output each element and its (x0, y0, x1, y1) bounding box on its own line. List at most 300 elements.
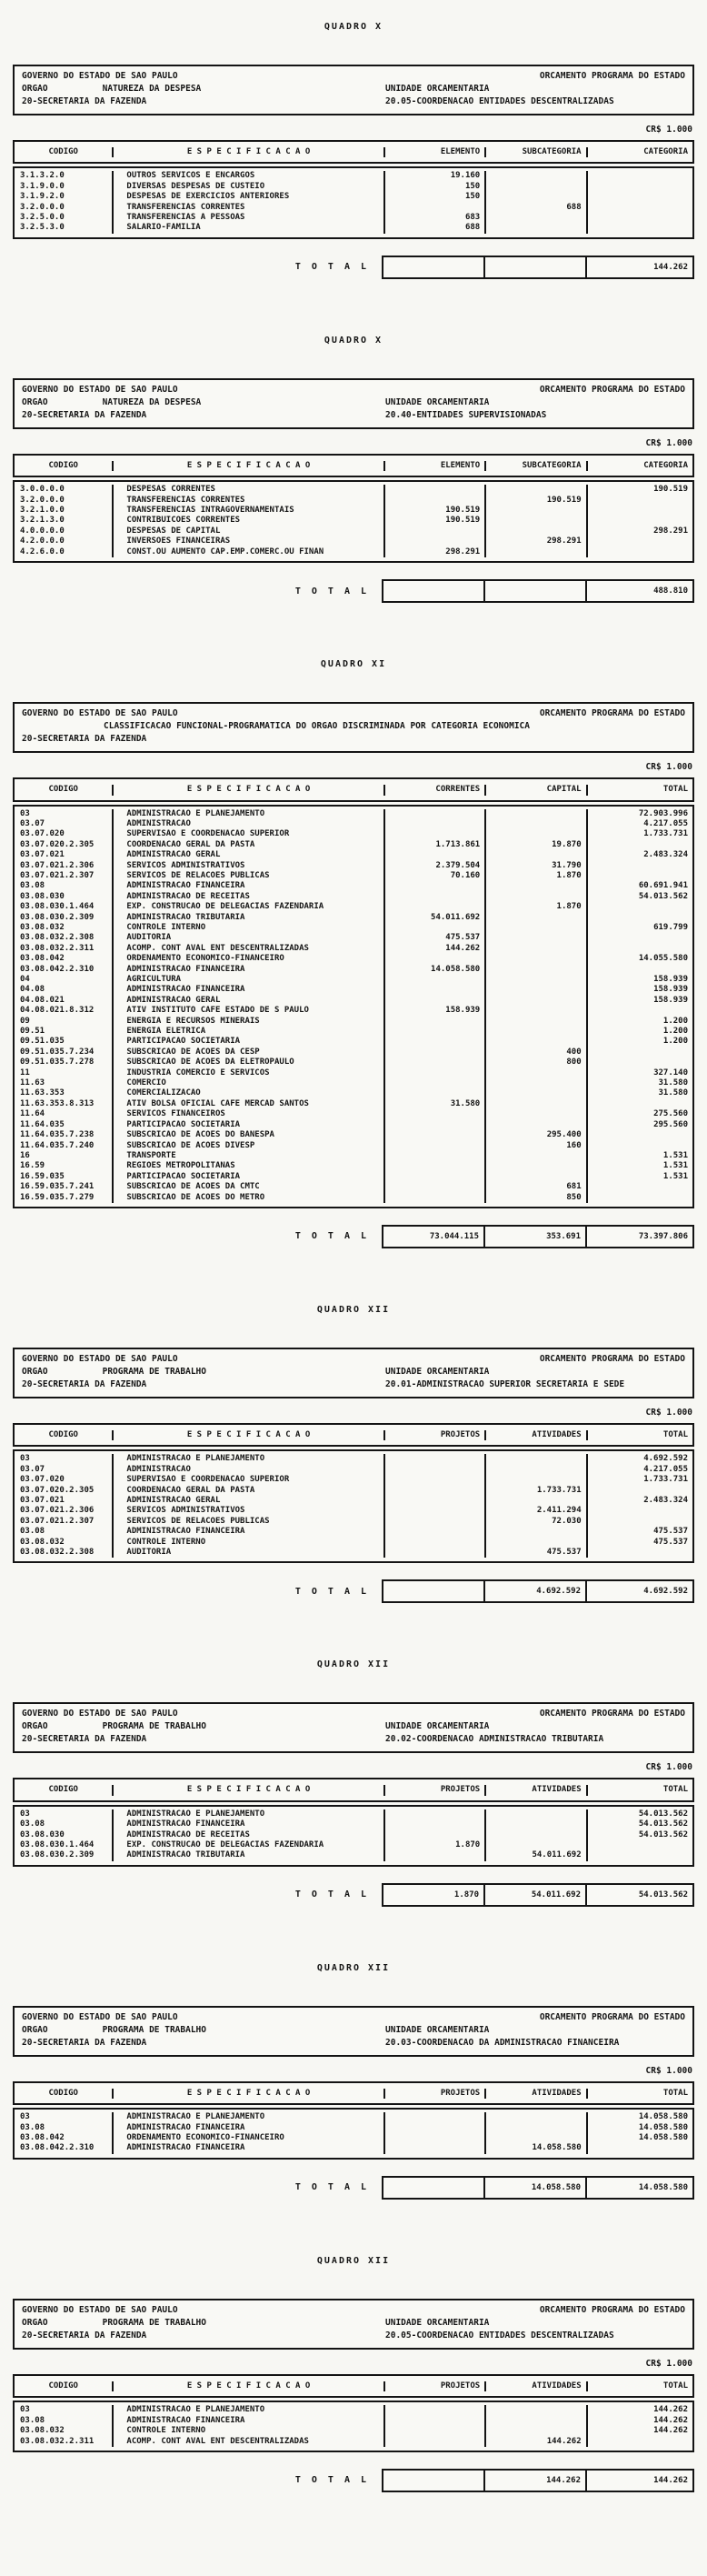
column-header-codigo: CODIGO (15, 785, 114, 795)
table-row (15, 2112, 692, 2122)
codigo-cell: 09.51.035.7.278 (15, 1057, 114, 1067)
value-cell-2: 72.030 (486, 1517, 587, 1527)
codigo-cell: 11.64 (15, 1109, 114, 1119)
codigo-cell: 3.2.5.0.0 (15, 213, 114, 223)
header-line-1 (22, 1708, 685, 1720)
value-cell-2 (486, 892, 587, 902)
value-cell-2: 54.011.692 (486, 1850, 587, 1860)
especificacao-cell: ADMINISTRACAO FINANCEIRA (114, 2143, 384, 2153)
table-row (15, 2123, 692, 2133)
especificacao-cell: ADMINISTRACAO E PLANEJAMENTO (114, 1454, 384, 1464)
especificacao-cell: DESPESAS DE EXERCICIOS ANTERIORES (114, 192, 384, 202)
value-cell-3: 14.058.580 (638, 2112, 688, 2122)
value-cell-3: 298.291 (653, 526, 688, 536)
quadro-title: QUADRO X (324, 22, 383, 32)
value-cell-3 (588, 1141, 692, 1151)
budget-section (13, 2256, 694, 2492)
table-row (15, 1527, 692, 1537)
header-mid-label: PROGRAMA DE TRABALHO (102, 1721, 206, 1732)
unidade-label: UNIDADE ORCAMENTARIA (385, 1721, 490, 1732)
codigo-cell: 16.59.035.7.241 (15, 1182, 114, 1192)
value-cell-1 (385, 1454, 486, 1464)
table-row (15, 2426, 692, 2436)
especificacao-cell: ADMINISTRACAO GERAL (114, 996, 384, 1006)
total-box (382, 256, 694, 279)
table-row (15, 516, 692, 526)
codigo-cell: 03.08 (15, 2123, 114, 2133)
budget-section (13, 1305, 694, 1603)
value-cell-3: 2.483.324 (643, 850, 688, 860)
header-line-3 (22, 2330, 685, 2342)
value-cell-2 (486, 171, 587, 181)
doc-header-box (13, 2299, 694, 2350)
value-cell-3: 60.691.941 (638, 881, 688, 891)
total-cell-n1 (383, 2178, 485, 2198)
orgao-label: ORGAO (22, 396, 48, 407)
value-cell-2: 688 (486, 203, 587, 213)
value-cell-2 (486, 2426, 587, 2436)
value-cell-1: 688 (385, 223, 486, 233)
especificacao-cell: ADMINISTRACAO DE RECEITAS (114, 1830, 384, 1840)
value-cell-3: 4.692.592 (643, 1454, 688, 1464)
value-cell-2 (486, 923, 587, 933)
especificacao-cell: ADMINISTRACAO FINANCEIRA (114, 985, 384, 995)
especificacao-cell: COMERCIALIZACAO (114, 1088, 384, 1098)
value-cell-2 (486, 933, 587, 943)
table-row (15, 861, 692, 871)
value-cell-2 (486, 213, 587, 223)
value-cell-3 (588, 213, 692, 223)
value-cell-3: 475.537 (653, 1527, 688, 1537)
value-cell-2: 681 (486, 1182, 587, 1192)
value-cell-1 (385, 2437, 486, 2447)
value-cell-1 (385, 1017, 486, 1027)
codigo-cell: 03.08.030.1.464 (15, 902, 114, 912)
value-cell-2 (486, 809, 587, 819)
table-row (15, 902, 692, 912)
total-box (382, 2469, 694, 2492)
classification-subtitle: CLASSIFICACAO FUNCIONAL-PROGRAMATICA DO ORGAO DISCRIMINADA POR CATEGORIA ECONOMICA (104, 721, 530, 732)
value-cell-3: 475.537 (653, 1537, 688, 1547)
column-header-n2: ATIVIDADES (486, 2089, 587, 2099)
currency-note: CR$ 1.000 (645, 2358, 692, 2369)
value-cell-3: 158.939 (653, 985, 688, 995)
value-cell-1 (385, 1517, 486, 1527)
value-cell-2: 2.411.294 (486, 1506, 587, 1516)
value-cell-1 (385, 1506, 486, 1516)
codigo-cell: 03.08.030.2.309 (15, 1850, 114, 1860)
table-row (15, 1538, 692, 1548)
value-cell-3 (588, 506, 692, 516)
value-cell-3 (588, 516, 692, 526)
value-cell-2 (486, 1099, 587, 1109)
value-cell-1 (385, 496, 486, 506)
column-header-n1: PROJETOS (385, 2381, 486, 2391)
codigo-cell: 3.1.9.2.0 (15, 192, 114, 202)
value-cell-1: 298.291 (385, 547, 486, 557)
quadro-title: QUADRO X (324, 335, 383, 346)
value-cell-3 (588, 965, 692, 975)
value-cell-2 (486, 526, 587, 536)
codigo-cell: 03.08.032 (15, 2426, 114, 2436)
header-line-1 (22, 384, 685, 396)
value-cell-2 (486, 1465, 587, 1475)
column-header-especificacao: E S P E C I F I C A C A O (114, 785, 384, 795)
value-cell-3: 327.140 (653, 1067, 688, 1078)
codigo-cell: 03.07.020.2.305 (15, 840, 114, 850)
value-cell-1 (385, 1151, 486, 1161)
codigo-cell: 03.08.032.2.311 (15, 944, 114, 954)
value-cell-2 (486, 1454, 587, 1464)
value-cell-1: 158.939 (385, 1006, 486, 1016)
total-label: T O T A L (294, 1889, 370, 1900)
codigo-cell: 03.08.042 (15, 954, 114, 964)
codigo-cell: 16 (15, 1151, 114, 1161)
header-mid-label: PROGRAMA DE TRABALHO (102, 1366, 206, 1377)
value-cell-2: 298.291 (486, 536, 587, 546)
budget-table (13, 2081, 694, 2160)
value-cell-3 (588, 840, 692, 850)
especificacao-cell: SUBSCRICAO DE ACOES DO BANESPA (114, 1130, 384, 1140)
value-cell-1 (385, 1172, 486, 1182)
value-cell-1 (385, 996, 486, 1006)
total-label: T O T A L (294, 1231, 370, 1242)
header-line-2 (22, 396, 685, 409)
total-cell-n1 (383, 257, 485, 277)
header-line-2 (22, 2317, 685, 2330)
value-cell-2 (486, 944, 587, 954)
value-cell-3: 275.560 (653, 1109, 688, 1119)
program-title: ORCAMENTO PROGRAMA DO ESTADO (539, 1709, 685, 1719)
especificacao-cell: SERVICOS DE RELACOES PUBLICAS (114, 1517, 384, 1527)
especificacao-cell: DIVERSAS DESPESAS DE CUSTEIO (114, 182, 384, 192)
value-cell-1: 19.160 (385, 171, 486, 181)
column-header-n1: ELEMENTO (385, 461, 486, 471)
codigo-cell: 11.63 (15, 1078, 114, 1088)
value-cell-3 (588, 2143, 692, 2153)
codigo-cell: 03.08.032 (15, 923, 114, 933)
codigo-cell: 04 (15, 975, 114, 985)
value-cell-2 (486, 1109, 587, 1119)
value-cell-1 (385, 2405, 486, 2415)
header-line-2 (22, 1366, 685, 1378)
value-cell-2 (486, 881, 587, 891)
value-cell-2 (486, 819, 587, 829)
header-line-1 (22, 2011, 685, 2024)
value-cell-2 (486, 2416, 587, 2426)
header-line-1 (22, 70, 685, 83)
table-row (15, 1037, 692, 1047)
unidade-value (385, 733, 685, 746)
especificacao-cell: AUDITORIA (114, 1548, 384, 1558)
value-cell-3 (588, 871, 692, 881)
especificacao-cell: SERVICOS ADMINISTRATIVOS (114, 1506, 384, 1516)
value-cell-3 (588, 1006, 692, 1016)
especificacao-cell: TRANSPORTE (114, 1151, 384, 1161)
budget-table (13, 1778, 694, 1866)
especificacao-cell: ENERGIA ELETRICA (114, 1027, 384, 1037)
value-cell-3: 2.483.324 (643, 1495, 688, 1505)
value-cell-3 (588, 861, 692, 871)
doc-header-box (13, 702, 694, 753)
unidade-value: 20.05-COORDENACAO ENTIDADES DESCENTRALIZADAS (385, 96, 614, 106)
value-cell-1 (385, 850, 486, 860)
especificacao-cell: COORDENACAO GERAL DA PASTA (114, 840, 384, 850)
table-body (13, 805, 694, 1208)
orgao-label: ORGAO (22, 84, 48, 94)
doc-header-box (13, 378, 694, 429)
especificacao-cell: REGIOES METROPOLITANAS (114, 1161, 384, 1171)
value-cell-2 (486, 1120, 587, 1130)
value-cell-1 (385, 819, 486, 829)
codigo-cell: 03.08.032.2.311 (15, 2437, 114, 2447)
quadro-title: QUADRO XII (316, 1304, 391, 1315)
total-row (13, 256, 694, 279)
unidade-value: 20.02-COORDENACAO ADMINISTRACAO TRIBUTARIA (385, 1734, 604, 1745)
value-cell-1: 150 (385, 192, 486, 202)
value-cell-2 (486, 1475, 587, 1485)
table-row (15, 1486, 692, 1496)
currency-note: CR$ 1.000 (645, 125, 692, 135)
total-cell-n2: 144.262 (485, 2471, 587, 2491)
header-mid-label: PROGRAMA DE TRABALHO (102, 2024, 206, 2035)
codigo-cell: 03.08 (15, 1819, 114, 1829)
total-row (13, 1225, 694, 1248)
value-cell-3 (588, 1182, 692, 1192)
government-name: GOVERNO DO ESTADO DE SAO PAULO (22, 384, 178, 395)
government-name: GOVERNO DO ESTADO DE SAO PAULO (22, 71, 178, 81)
especificacao-cell: COMERCIO (114, 1078, 384, 1088)
value-cell-1 (385, 1486, 486, 1496)
unidade-value: 20.01-ADMINISTRACAO SUPERIOR SECRETARIA E SEDE (385, 1378, 625, 1389)
value-cell-3 (588, 171, 692, 181)
value-cell-3 (588, 902, 692, 912)
value-cell-1: 190.519 (385, 506, 486, 516)
currency-note: CR$ 1.000 (645, 1407, 692, 1418)
value-cell-3: 1.200 (662, 1037, 688, 1047)
table-row (15, 485, 692, 495)
codigo-cell: 03 (15, 1809, 114, 1819)
value-cell-3: 1.531 (662, 1171, 688, 1181)
header-line-3 (22, 409, 685, 422)
header-mid-label: NATUREZA DA DESPESA (102, 84, 202, 94)
value-cell-1 (385, 1548, 486, 1558)
total-box (382, 1883, 694, 1907)
especificacao-cell: ADMINISTRACAO E PLANEJAMENTO (114, 2405, 384, 2415)
value-cell-3: 54.013.562 (638, 1809, 688, 1819)
value-cell-2 (486, 192, 587, 202)
codigo-cell: 3.1.9.0.0 (15, 182, 114, 192)
value-cell-2 (486, 1496, 587, 1506)
value-cell-2 (486, 975, 587, 985)
codigo-cell: 03.08 (15, 1527, 114, 1537)
especificacao-cell: ADMINISTRACAO TRIBUTARIA (114, 913, 384, 923)
table-row (15, 1099, 692, 1109)
especificacao-cell: PARTICIPACAO SOCIETARIA (114, 1172, 384, 1182)
value-cell-3: 1.733.731 (643, 829, 688, 839)
codigo-cell: 03.07.021 (15, 1496, 114, 1506)
especificacao-cell: TRANSFERENCIAS INTRAGOVERNAMENTAIS (114, 506, 384, 516)
value-cell-1: 190.519 (385, 516, 486, 526)
header-line-1 (22, 2304, 685, 2317)
total-box (382, 1225, 694, 1248)
program-title: ORCAMENTO PROGRAMA DO ESTADO (539, 708, 685, 719)
table-row (15, 1057, 692, 1067)
table-row (15, 1475, 692, 1485)
value-cell-3 (588, 547, 692, 557)
value-cell-1 (385, 1088, 486, 1098)
table-row (15, 1819, 692, 1829)
value-cell-2 (486, 1078, 587, 1088)
especificacao-cell: TRANSFERENCIAS A PESSOAS (114, 213, 384, 223)
column-header-n3: TOTAL (662, 2381, 688, 2391)
value-cell-1 (385, 1182, 486, 1192)
value-cell-2 (486, 985, 587, 995)
orgao-value: 20-SECRETARIA DA FAZENDA (22, 1378, 147, 1389)
government-name: GOVERNO DO ESTADO DE SAO PAULO (22, 708, 178, 719)
table-row (15, 1193, 692, 1203)
column-header-n1: CORRENTES (385, 785, 486, 795)
column-header-especificacao: E S P E C I F I C A C A O (114, 2089, 384, 2099)
total-row (13, 2469, 694, 2492)
orgao-value: 20-SECRETARIA DA FAZENDA (22, 2037, 147, 2048)
header-line-3 (22, 95, 685, 108)
total-cell-n3: 14.058.580 (638, 2182, 688, 2192)
value-cell-3: 158.939 (653, 975, 688, 984)
total-cell-n2: 4.692.592 (485, 1581, 587, 1601)
value-cell-2 (486, 1172, 587, 1182)
table-row (15, 506, 692, 516)
especificacao-cell: SUBSCRICAO DE ACOES DO METRO (114, 1193, 384, 1203)
codigo-cell: 11.64.035.7.240 (15, 1141, 114, 1151)
especificacao-cell: PARTICIPACAO SOCIETARIA (114, 1120, 384, 1130)
table-body (13, 480, 694, 563)
value-cell-1 (385, 1830, 486, 1840)
codigo-cell: 03.07.021.2.306 (15, 1506, 114, 1516)
value-cell-2: 295.400 (486, 1130, 587, 1140)
value-cell-1 (385, 1819, 486, 1829)
column-header-codigo: CODIGO (15, 147, 114, 157)
value-cell-2 (486, 1840, 587, 1850)
budget-section (13, 1963, 694, 2200)
especificacao-cell: SUPERVISAO E COORDENACAO SUPERIOR (114, 1475, 384, 1485)
unidade-label: UNIDADE ORCAMENTARIA (385, 1366, 490, 1377)
total-box (382, 579, 694, 603)
especificacao-cell: SUBSCRICAO DE ACOES DA CESP (114, 1047, 384, 1057)
table-row (15, 1465, 692, 1475)
unidade-label: UNIDADE ORCAMENTARIA (385, 2024, 490, 2035)
codigo-cell: 16.59 (15, 1161, 114, 1171)
header-line-1 (22, 1353, 685, 1366)
value-cell-3: 54.013.562 (638, 891, 688, 901)
column-header-codigo: CODIGO (15, 461, 114, 471)
value-cell-1 (385, 1193, 486, 1203)
value-cell-3 (588, 1840, 692, 1850)
value-cell-2 (486, 1037, 587, 1047)
table-row (15, 809, 692, 819)
value-cell-1 (385, 2123, 486, 2133)
doc-header-box (13, 1348, 694, 1398)
value-cell-1: 1.713.861 (385, 840, 486, 850)
value-cell-2 (486, 850, 587, 860)
value-cell-2 (486, 182, 587, 192)
especificacao-cell: ADMINISTRACAO DE RECEITAS (114, 892, 384, 902)
value-cell-1 (385, 809, 486, 819)
especificacao-cell: CONTROLE INTERNO (114, 2426, 384, 2436)
value-cell-1 (385, 2112, 486, 2122)
value-cell-1: 2.379.504 (385, 861, 486, 871)
codigo-cell: 03.08.032.2.308 (15, 1548, 114, 1558)
column-header-n3: TOTAL (662, 1429, 688, 1439)
header-line-2 (22, 2024, 685, 2037)
table-row (15, 496, 692, 506)
value-cell-3: 1.531 (662, 1150, 688, 1160)
value-cell-2 (486, 1151, 587, 1161)
total-cell-n3: 73.397.806 (638, 1231, 688, 1241)
codigo-cell: 03.08.030.2.309 (15, 913, 114, 923)
codigo-cell: 4.0.0.0.0 (15, 526, 114, 536)
value-cell-3 (588, 496, 692, 506)
unidade-value: 20.40-ENTIDADES SUPERVISIONADAS (385, 409, 547, 420)
value-cell-1 (385, 1538, 486, 1548)
table-row (15, 1017, 692, 1027)
value-cell-3 (588, 192, 692, 202)
table-header-row (13, 454, 694, 477)
codigo-cell: 03.07.020 (15, 829, 114, 839)
value-cell-1 (385, 2416, 486, 2426)
budget-section (13, 336, 694, 603)
table-row (15, 829, 692, 839)
total-cell-n1: 73.044.115 (383, 1227, 485, 1247)
value-cell-1 (385, 902, 486, 912)
value-cell-2 (486, 506, 587, 516)
codigo-cell: 3.2.0.0.0 (15, 496, 114, 506)
orgao-value: 20-SECRETARIA DA FAZENDA (22, 409, 147, 420)
table-row (15, 1161, 692, 1171)
column-header-n2: ATIVIDADES (486, 1785, 587, 1795)
column-header-n1: ELEMENTO (385, 147, 486, 157)
value-cell-1 (385, 526, 486, 536)
table-row (15, 1088, 692, 1098)
total-cell-n1: 1.870 (383, 1885, 485, 1905)
value-cell-2 (486, 223, 587, 233)
total-cell-n2: 353.691 (485, 1227, 587, 1247)
budget-table (13, 2374, 694, 2452)
value-cell-3 (588, 933, 692, 943)
value-cell-3: 144.262 (653, 2426, 688, 2436)
total-cell-n3: 144.262 (653, 2475, 688, 2485)
codigo-cell: 03.08 (15, 881, 114, 891)
table-row (15, 944, 692, 954)
orgao-value: 20-SECRETARIA DA FAZENDA (22, 1734, 147, 1745)
codigo-cell: 09.51.035 (15, 1037, 114, 1047)
budget-table (13, 777, 694, 1208)
table-row (15, 1496, 692, 1506)
codigo-cell: 09.51.035.7.234 (15, 1047, 114, 1057)
value-cell-2 (486, 2133, 587, 2143)
codigo-cell: 4.2.0.0.0 (15, 536, 114, 546)
value-cell-2 (486, 954, 587, 964)
value-cell-2: 850 (486, 1193, 587, 1203)
column-header-codigo: CODIGO (15, 2381, 114, 2391)
table-row (15, 840, 692, 850)
value-cell-2 (486, 1006, 587, 1016)
especificacao-cell: EXP. CONSTRUCAO DE DELEGACIAS FAZENDARIA (114, 902, 384, 912)
value-cell-3 (588, 2437, 692, 2447)
value-cell-1 (385, 2143, 486, 2153)
value-cell-1 (385, 1465, 486, 1475)
value-cell-2 (486, 485, 587, 495)
